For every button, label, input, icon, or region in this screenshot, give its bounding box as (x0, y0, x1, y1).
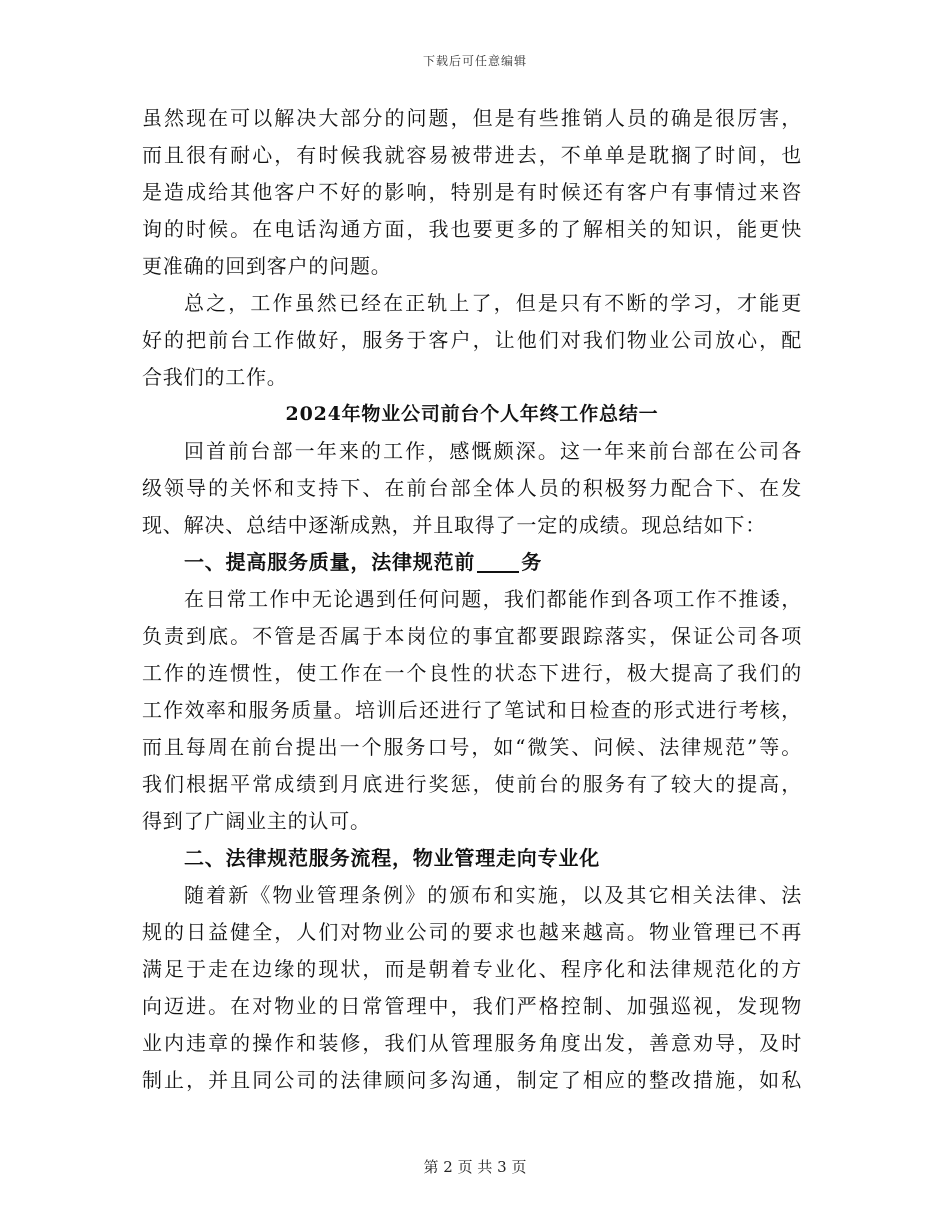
text-line: 总之，工作虽然已经在正轨上了，但是只有不断的学习，才能更 (184, 291, 802, 315)
text-line: 回首前台部一年来的工作，感慨颇深。这一年来前台部在公司各 (184, 439, 802, 463)
text-line: 我们根据平常成绩到月底进行奖惩，使前台的服务有了较大的提高， (142, 772, 802, 796)
document-body (142, 100, 802, 1099)
text-line: 在日常工作中无论遇到任何问题，我们都能作到各项工作不推诿， (184, 587, 802, 611)
text-line: 制止，并且同公司的法律顾问多沟通，制定了相应的整改措施，如私 (142, 1068, 802, 1092)
text-line: 向迈进。在对物业的日常管理中，我们严格控制、加强巡视，发现物 (142, 994, 802, 1018)
text-line: 而且每周在前台提出一个服务口号，如“微笑、问候、法律规范”等。 (142, 735, 802, 759)
section-heading-1 (142, 544, 802, 581)
text-line: 而且很有耐心，有时候我就容易被带进去，不单单是耽搁了时间，也 (142, 143, 802, 167)
text-line: 合我们的工作。 (142, 365, 288, 389)
document-title: 2024年物业公司前台个人年终工作总结一 (285, 403, 659, 425)
section-heading-2: 二、法律规范服务流程，物业管理走向专业化 (184, 846, 600, 870)
text-line: 负责到底。不管是否属于本岗位的事宜都要跟踪落实，保证公司各项 (142, 624, 802, 648)
blank-underline (477, 549, 519, 573)
page-footer: 第 2 页 共 3 页 (423, 1158, 527, 1176)
text-line: 好的把前台工作做好，服务于客户，让他们对我们物业公司放心，配 (142, 328, 802, 352)
text-line: 业内违章的操作和装修，我们从管理服务角度出发，善意劝导，及时 (142, 1031, 802, 1055)
text-line: 满足于走在边缘的现状，而是朝着专业化、程序化和法律规范化的方 (142, 957, 802, 981)
text-line: 得到了广阔业主的认可。 (142, 809, 371, 833)
text-line: 随着新《物业管理条例》的颁布和实施，以及其它相关法律、法 (184, 883, 802, 907)
text-line: 是造成给其他客户不好的影响，特别是有时候还有客户有事情过来咨 (142, 180, 802, 204)
text-line: 规的日益健全，人们对物业公司的要求也越来越高。物业管理已不再 (142, 920, 802, 944)
text-line: 现、解决、总结中逐渐成熟，并且取得了一定的成绩。现总结如下： (142, 513, 766, 537)
text-line: 更准确的回到客户的问题。 (142, 254, 392, 278)
text-line: 询的时候。在电话沟通方面，我也要更多的了解相关的知识，能更快 (142, 217, 802, 241)
heading-text: 务 (521, 550, 543, 574)
text-line: 虽然现在可以解决大部分的问题，但是有些推销人员的确是很厉害， (142, 106, 802, 130)
text-line: 级领导的关怀和支持下、在前台部全体人员的积极努力配合下、在发 (142, 476, 802, 500)
text-line: 工作的连惯性，使工作在一个良性的状态下进行，极大提高了我们的 (142, 661, 802, 685)
page-header: 下载后可任意编辑 (422, 54, 527, 68)
text-line: 工作效率和服务质量。培训后还进行了笔试和日检查的形式进行考核， (142, 698, 802, 722)
heading-text: 一、提高服务质量，法律规范前 (184, 550, 476, 574)
